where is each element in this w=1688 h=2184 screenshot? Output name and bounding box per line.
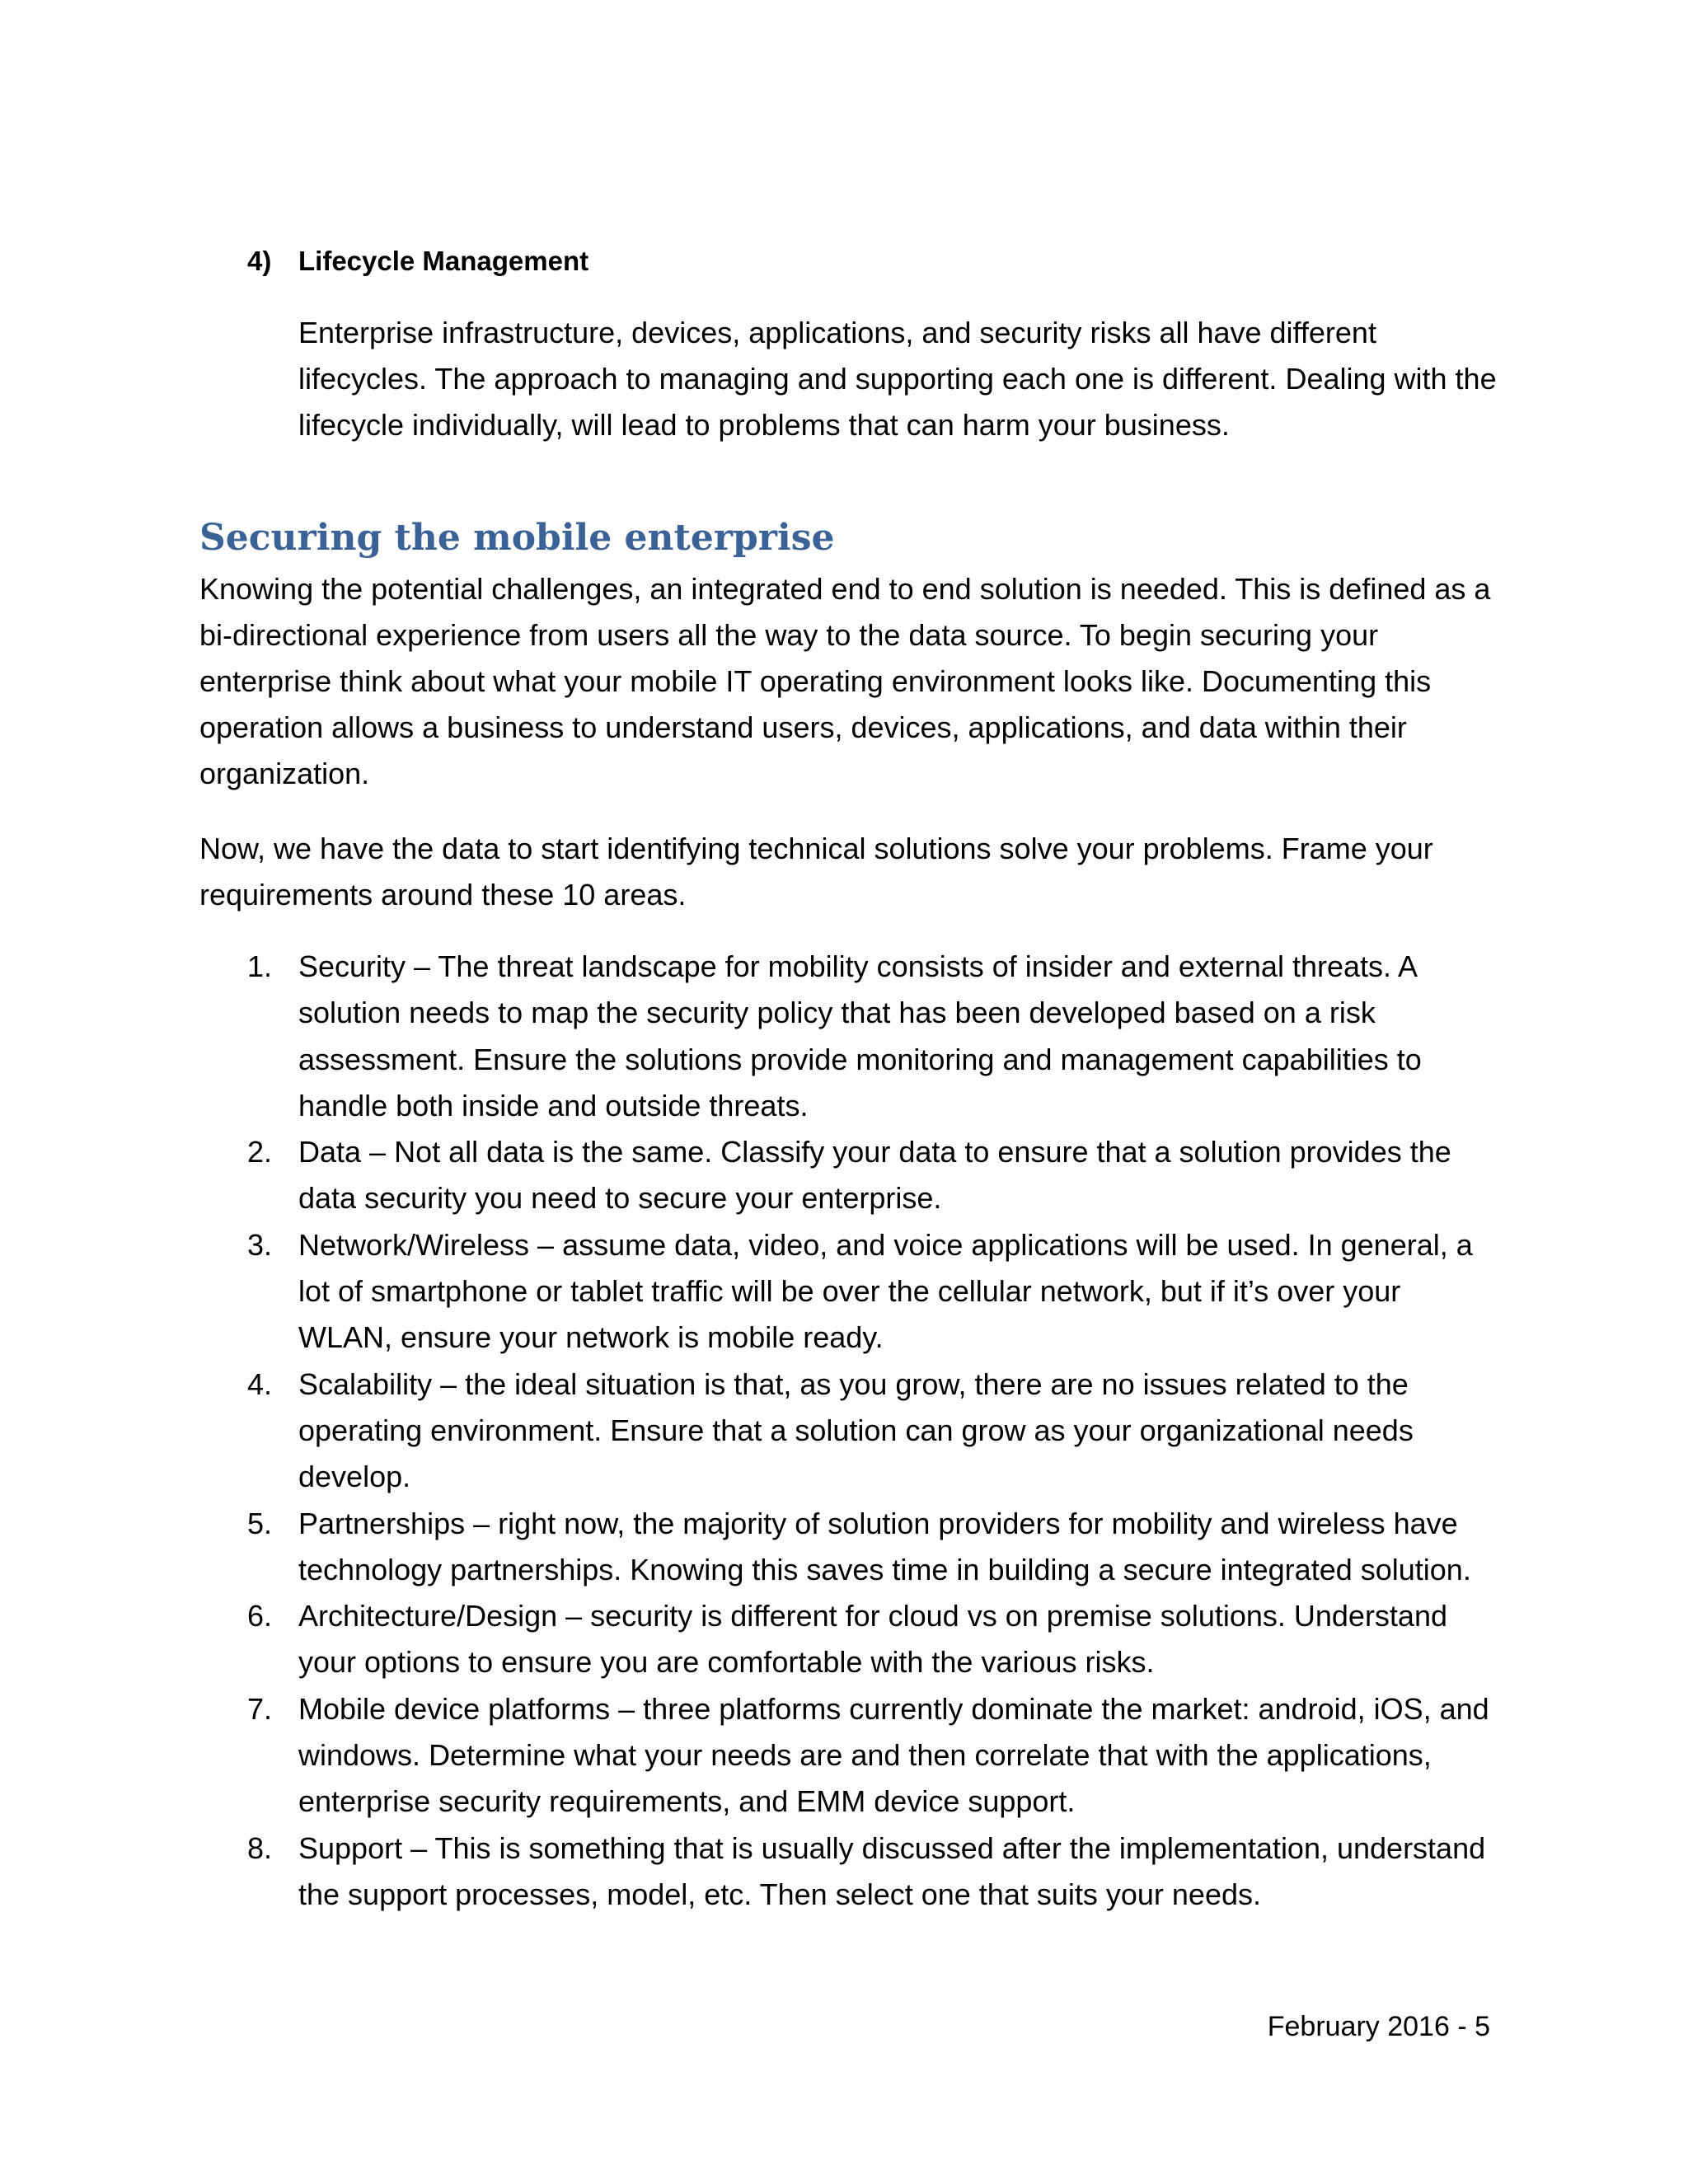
list-item [199, 1222, 1502, 1361]
list-item-number: 3. [247, 1227, 273, 1262]
list-item-number: 8. [247, 1830, 273, 1865]
list-item [199, 944, 1502, 1129]
framing-paragraph: Now, we have the data to start identifying technical solutions solve your problems. Frame your requirements around these 10 areas. [199, 832, 1433, 912]
list-item-text: Scalability – the ideal situation is that, as you grow, there are no issues related to the operating environment. Ensure that a solution can grow as your organizational needs develop. [298, 1366, 1414, 1494]
list-item-text: Mobile device platforms – three platforms currently dominate the market: android, iOS, and windows. Determine what your needs are and then correlate that with the applications, enterprise security requirements, and EMM device support. [298, 1691, 1489, 1819]
list-item [199, 1593, 1502, 1686]
list-item-text: Security – The threat landscape for mobility consists of insider and external threats. A solution needs to map the security policy that has been developed based on a risk assessment. Ensure the solutions provide monitoring and management capabilities to handle both inside and outside threats. [298, 949, 1422, 1122]
lifecycle-heading-title: Lifecycle Management [298, 246, 589, 276]
list-item-number: 5. [247, 1506, 273, 1540]
list-item-text: Data – Not all data is the same. Classify your data to ensure that a solution provides the data security you need to secure your enterprise. [298, 1135, 1451, 1216]
requirements-list [199, 944, 1502, 1918]
list-item-text: Architecture/Design – security is different for cloud vs on premise solutions. Understand your options to ensure you are comfortable with the various risks. [298, 1599, 1447, 1680]
page-footer: February 2016 - 5 [1267, 2011, 1490, 2042]
list-item [199, 1686, 1502, 1825]
lifecycle-heading-number: 4) [247, 246, 272, 276]
list-item-number: 1. [247, 949, 273, 983]
list-item-number: 2. [247, 1135, 273, 1169]
list-item-number: 7. [247, 1691, 273, 1726]
list-item [199, 1361, 1502, 1501]
list-item-text: Partnerships – right now, the majority of solution providers for mobility and wireless have technology partnerships. Knowing this saves time in building a secure integrated solution. [298, 1506, 1471, 1586]
list-item-text: Network/Wireless – assume data, video, and voice applications will be used. In general, a lot of smartphone or tablet traffic will be over the cellular network, but if it’s over your WLAN, ensure your network is mobile ready. [298, 1227, 1473, 1355]
list-item-number: 6. [247, 1599, 273, 1633]
list-item [199, 1501, 1502, 1594]
list-item-number: 4. [247, 1366, 273, 1401]
lifecycle-paragraph: Enterprise infrastructure, devices, applications, and security risks all have different lifecycles. The approach to managing and supporting each one is different. Dealing with the lifecycle individually, will lead to problems that can harm your business. [298, 316, 1497, 442]
intro-paragraph: Knowing the potential challenges, an integrated end to end solution is needed. This is defined as a bi-directional experience from users all the way to the data source. To begin securing your enterprise think about what your mobile IT operating environment looks like. Documenting this operation allows a business to understand users, devices, applications, and data within their organization. [199, 572, 1491, 790]
list-item [199, 1825, 1502, 1919]
list-item [199, 1129, 1502, 1222]
section-heading: Securing the mobile enterprise [199, 517, 835, 559]
list-item-text: Support – This is something that is usually discussed after the implementation, understand the support processes, model, etc. Then select one that suits your needs. [298, 1830, 1486, 1911]
